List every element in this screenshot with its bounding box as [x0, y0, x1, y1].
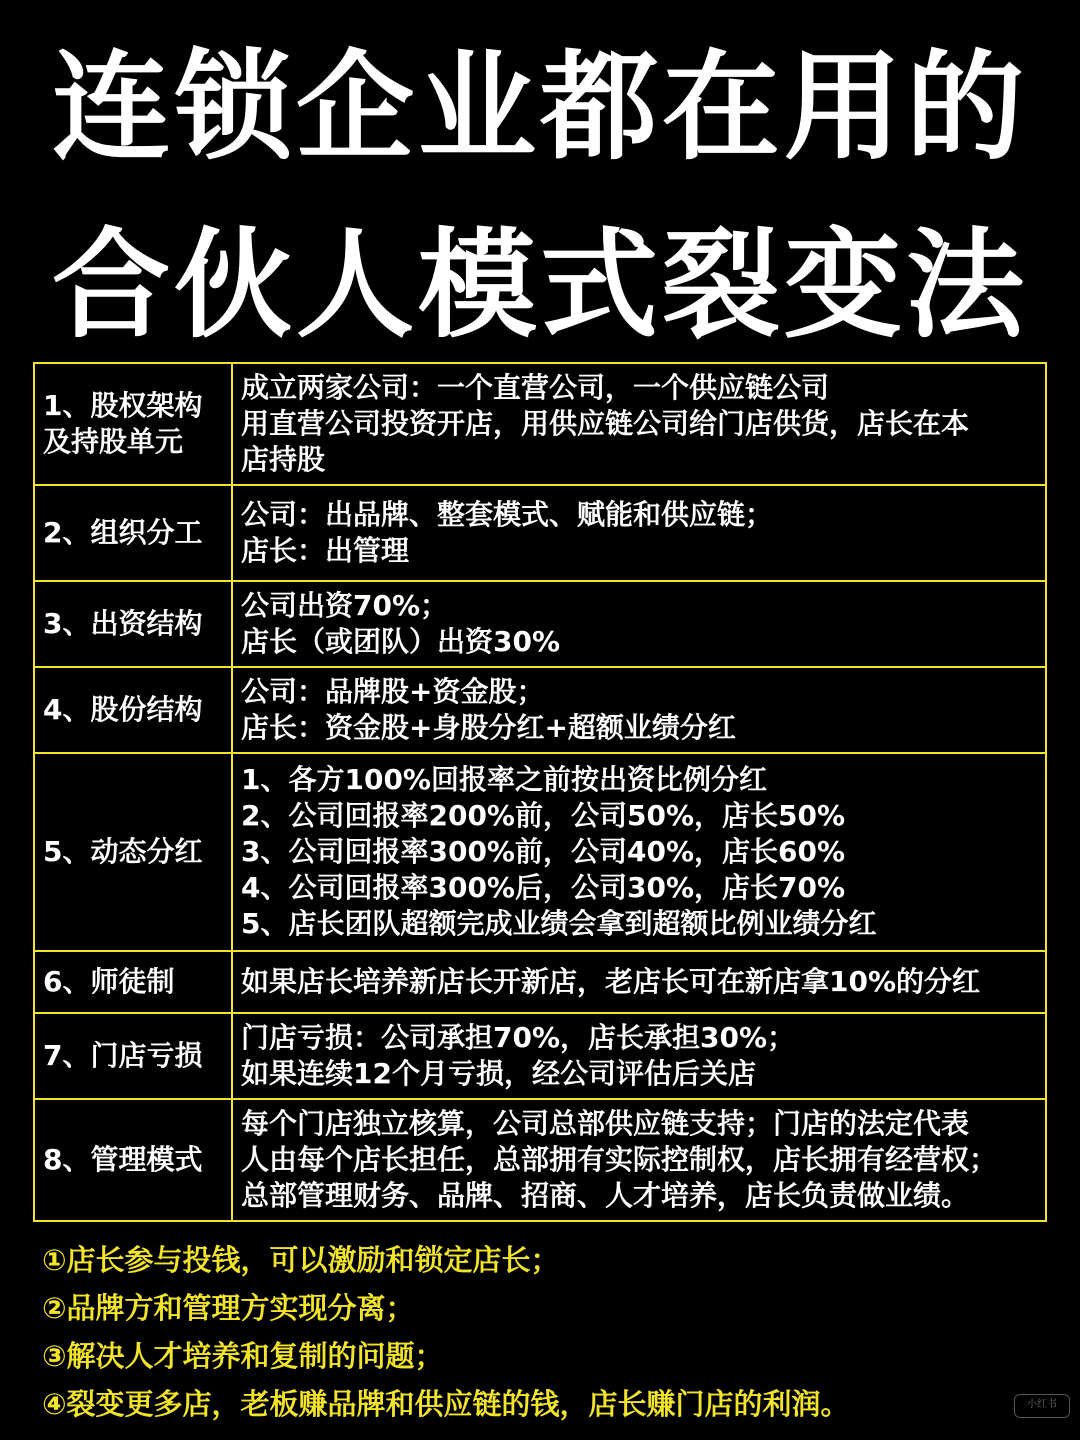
content-line: 门店亏损：公司承担70%，店长承担30%；: [241, 1021, 796, 1054]
content-line: 公司：出品牌、整套模式、赋能和供应链；: [241, 498, 774, 531]
benefit-item: ③解决人才培养和复制的问题；: [42, 1339, 444, 1373]
content-line: 4、公司回报率300%后，公司30%，店长70%: [241, 871, 846, 904]
benefit-item: ②品牌方和管理方实现分离；: [42, 1291, 415, 1325]
content-line: 5、店长团队超额完成业绩会拿到超额比例业绩分红: [241, 907, 877, 940]
benefit-item: ①店长参与投钱，可以激励和锁定店长；: [42, 1243, 560, 1277]
content-line: 公司出资70%；: [241, 589, 449, 622]
row-content: [232, 1099, 1046, 1221]
content-line: 店长：资金股+身股分红+超额业绩分红: [241, 711, 736, 744]
content-line: 人由每个店长担任，总部拥有实际控制权，店长拥有经营权；: [241, 1143, 998, 1176]
benefit-item: ④裂变更多店，老板赚品牌和供应链的钱，店长赚门店的利润。: [42, 1387, 850, 1421]
row-label: 3、出资结构: [34, 581, 232, 667]
table-row: [34, 1013, 1046, 1099]
table-row: [34, 485, 1046, 581]
row-label: 2、组织分工: [34, 485, 232, 581]
row-content: [232, 951, 1046, 1013]
table-row: [34, 667, 1046, 753]
content-line: 公司：品牌股+资金股；: [241, 675, 545, 708]
content-line: 店长（或团队）出资30%: [241, 625, 561, 658]
row-label: 5、动态分红: [34, 753, 232, 951]
row-content: [232, 753, 1046, 951]
row-label: 6、师徒制: [34, 951, 232, 1013]
row-label: 8、管理模式: [34, 1099, 232, 1221]
title-line-2: 合伙人模式裂变法: [51, 216, 1028, 354]
content-line: 3、公司回报率300%前，公司40%，店长60%: [241, 835, 846, 868]
table-row: [34, 363, 1046, 485]
watermark-logo: 小红书: [1014, 1394, 1070, 1418]
content-line: 店长：出管理: [241, 534, 410, 567]
table-row: [34, 1099, 1046, 1221]
row-content: [232, 1013, 1046, 1099]
content-line: 成立两家公司：一个直营公司，一个供应链公司: [241, 371, 830, 404]
content-line: 如果店长培养新店长开新店，老店长可在新店拿10%的分红: [241, 965, 981, 998]
row-content: [232, 363, 1046, 485]
content-line: 店持股: [241, 443, 326, 476]
title-line-1: 连锁企业都在用的: [51, 38, 1028, 176]
partnership-model-table: [33, 362, 1047, 1222]
content-line: 1、各方100%回报率之前按出资比例分红: [241, 763, 767, 796]
content-line: 总部管理财务、品牌、招商、人才培养，店长负责做业绩。: [241, 1179, 970, 1212]
content-line: 2、公司回报率200%前，公司50%，店长50%: [241, 799, 846, 832]
row-content: [232, 485, 1046, 581]
row-content: [232, 581, 1046, 667]
benefits-list: [42, 1236, 1052, 1428]
table-row: [34, 753, 1046, 951]
row-label: 7、门店亏损: [34, 1013, 232, 1099]
row-content: [232, 667, 1046, 753]
table-row: [34, 951, 1046, 1013]
content-line: 每个门店独立核算，公司总部供应链支持；门店的法定代表: [241, 1107, 970, 1140]
content-line: 用直营公司投资开店，用供应链公司给门店供货，店长在本: [241, 407, 970, 440]
content-line: 如果连续12个月亏损，经公司评估后关店: [241, 1057, 756, 1090]
row-label: 4、股份结构: [34, 667, 232, 753]
table-row: [34, 581, 1046, 667]
row-label: 1、股权架构 及持股单元: [34, 363, 232, 485]
